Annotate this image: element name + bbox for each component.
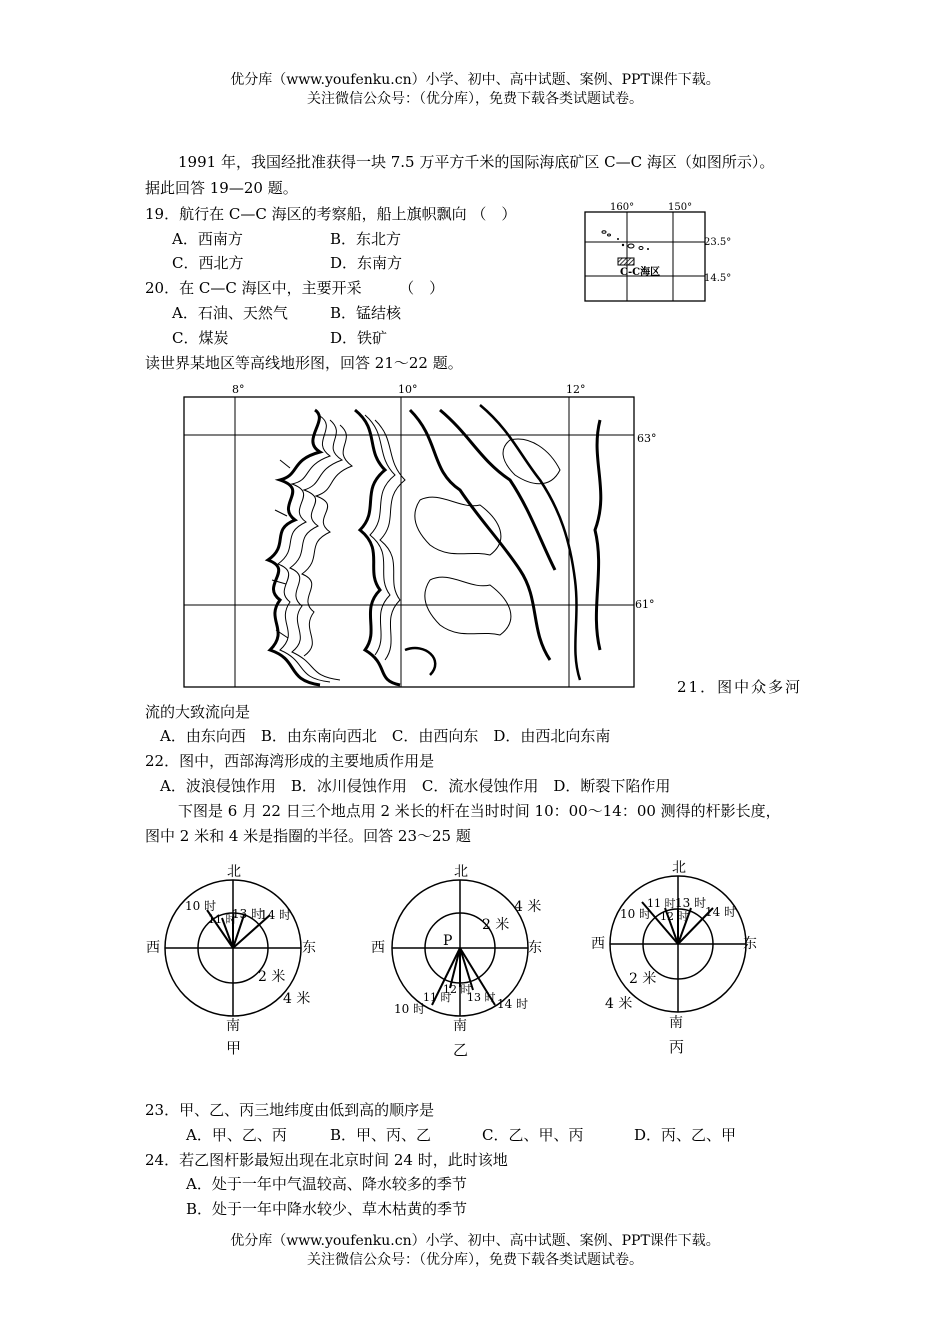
lat-61-label: 61° [635,598,655,611]
t14-label: 14 时 [705,905,737,919]
q22-options: A．波浪侵蚀作用 B．冰川侵蚀作用 C．流水侵蚀作用 D．断裂下陷作用 [160,777,671,795]
coastline-contours [268,405,601,685]
q22-stem: 22．图中，西部海湾形成的主要地质作用是 [145,752,435,770]
q23-stem: 23．甲、乙、丙三地纬度由低到高的顺序是 [145,1101,435,1119]
t11-label: 11 时 [647,897,676,910]
q24-option-a: A．处于一年中气温较高、降水较多的季节 [186,1175,467,1193]
dial-south-label: 南 [669,1015,683,1031]
dial-west-label: 西 [146,940,160,956]
q19-stem: 19．航行在 C—C 海区的考察船，船上旗帜飘向 （ ） [145,205,517,223]
contour-map [180,380,670,692]
dial-name-label: 甲 [226,1039,242,1057]
cc-area-patch [618,258,634,265]
shadow-dial-jia [140,855,330,1065]
q23-option-c: C．乙、甲、丙 [482,1126,584,1144]
dial-north-label: 北 [227,864,241,880]
q21-stem-cont: 流的大致流向是 [145,703,251,721]
pole-p-label: P [443,933,453,949]
radius-4m-label: 4 米 [605,996,633,1012]
q20-option-c: C．煤炭 [172,329,229,347]
q24-stem: 24．若乙图杆影最短出现在北京时间 24 时，此时该地 [145,1151,508,1169]
q24-option-b: B．处于一年中降水较少、草木枯黄的季节 [186,1200,468,1218]
intro3-line1: 下图是 6 月 22 日三个地点用 2 米长的杆在当时时间 10：00～14：00 测得的杆影长度， [178,802,781,820]
lat-bottom-label: 14.5° [704,273,732,284]
q21-options: A．由东向西 B．由东南向西北 C．由西向东 D．由西北向东南 [160,727,611,745]
dial-east-label: 东 [528,940,542,956]
q23-option-a: A．甲、乙、丙 [186,1126,287,1144]
intro3-line2: 图中 2 米和 4 米是指圈的半径。回答 23～25 题 [145,827,471,845]
lat-top-label: 23.5° [704,237,732,248]
q20-option-d: D．铁矿 [330,329,388,347]
t10-label: 10 时 [185,899,217,913]
q19-option-a: A．西南方 [172,230,243,248]
radius-2m-label: 2 米 [482,917,510,933]
q23-option-d: D．丙、乙、甲 [634,1126,737,1144]
lon-left-label: 160° [610,202,635,213]
q20-stem: 20．在 C—C 海区中，主要开采 （ ） [145,279,445,297]
q20-option-b: B．锰结核 [330,304,402,322]
lat-63-label: 63° [637,432,657,445]
dial-west-label: 西 [591,936,605,952]
q19-option-b: B．东北方 [330,230,402,248]
radius-2m-label: 2 米 [629,971,657,987]
intro2: 读世界某地区等高线地形图，回答 21～22 题。 [145,354,463,372]
dial-north-label: 北 [672,860,686,876]
footer-line-2: 关注微信公众号：（优分库），免费下载各类试题试卷。 [307,1252,643,1268]
t11-label: 11 时 [423,991,452,1004]
q23-option-b: B．甲、丙、乙 [330,1126,432,1144]
intro1-line2: 据此回答 19—20 题。 [145,179,298,197]
t12-label: 12 时 [660,910,689,923]
dial-name-label: 丙 [669,1038,685,1056]
t10-label: 10 时 [620,907,652,921]
radius-4m-label: 4 米 [283,991,311,1007]
t14-label: 14 时 [497,997,529,1011]
lon-12-label: 12° [566,383,586,396]
radius-4m-label: 4 米 [514,899,542,915]
shadow-dial-yi [365,855,555,1065]
t13-label: 13 时 [232,907,264,921]
dial-south-label: 南 [226,1018,240,1034]
q20-option-a: A．石油、天然气 [172,304,288,322]
cc-area-label: C-C海区 [620,267,661,278]
header-line-1: 优分库（www.youfenku.cn）小学、初中、高中试题、案例、PPT课件下载。 [230,72,720,88]
dial-east-label: 东 [302,940,316,956]
t11-label: 11 时 [208,913,237,926]
dial-east-label: 东 [743,936,757,952]
lon-8-label: 8° [232,383,245,396]
q21-stem: 21．图中众多河 [677,678,803,696]
radius-2m-label: 2 米 [258,969,286,985]
q19-option-d: D．东南方 [330,254,403,272]
lon-10-label: 10° [398,383,418,396]
dial-west-label: 西 [371,940,385,956]
dial-north-label: 北 [454,864,468,880]
cc-sea-area-map [580,198,750,308]
shadow-dial-bing [585,850,775,1065]
t13-label: 13 时 [467,991,496,1004]
dial-name-label: 乙 [453,1041,469,1059]
intro1-line1: 1991 年，我国经批准获得一块 7.5 万平方千米的国际海底矿区 C—C 海区（如图所示）。 [178,153,775,171]
footer-line-1: 优分库（www.youfenku.cn）小学、初中、高中试题、案例、PPT课件下载。 [230,1233,720,1249]
q19-option-c: C．西北方 [172,254,244,272]
t10-label: 10 时 [394,1002,426,1016]
lon-right-label: 150° [668,202,693,213]
t14-label: 14 时 [260,908,292,922]
t12-label: 12 时 [443,983,472,996]
header-line-2: 关注微信公众号：（优分库），免费下载各类试题试卷。 [307,91,643,107]
island-dots [602,231,649,250]
t13-label: 13 时 [675,896,707,910]
dial-south-label: 南 [453,1018,467,1034]
